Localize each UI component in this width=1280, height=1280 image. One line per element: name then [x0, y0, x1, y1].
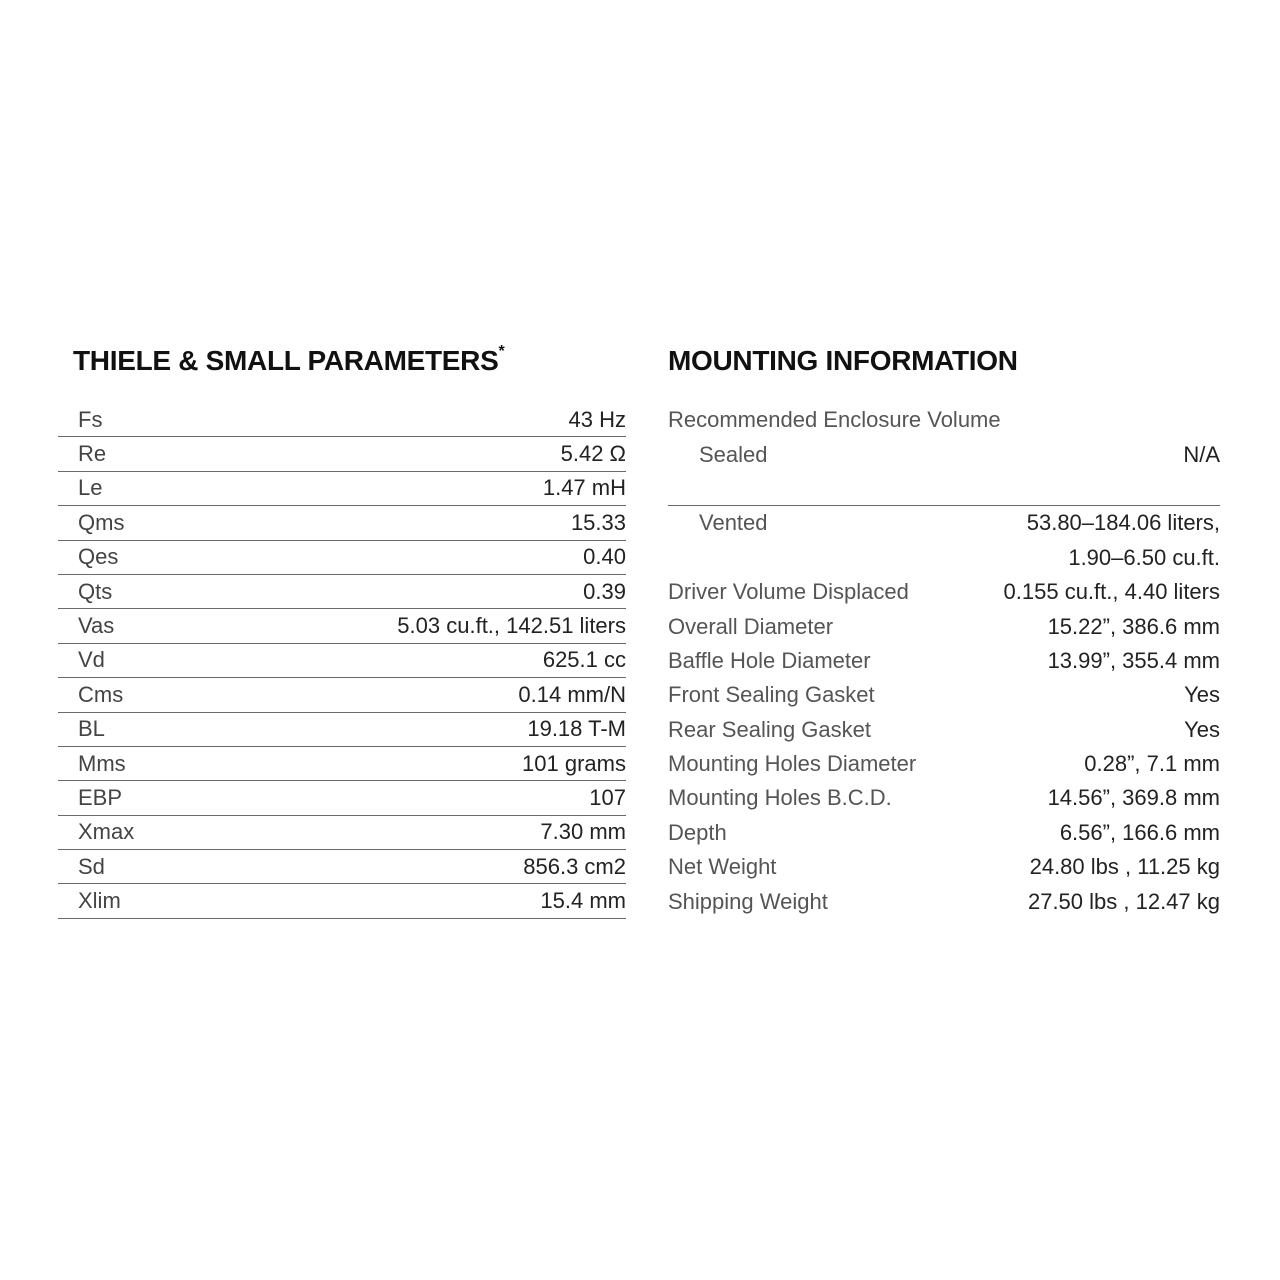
param-label: Vd [78, 647, 105, 673]
param-value: 15.4 mm [540, 888, 626, 914]
table-row [668, 678, 1220, 712]
mount-value: 27.50 lbs , 12.47 kg [1027, 888, 1220, 914]
vented-row-continued [668, 541, 1220, 575]
mount-label: Mounting Holes B.C.D. [668, 785, 892, 811]
param-label: EBP [78, 784, 123, 810]
enclosure-volume-row [668, 403, 1220, 437]
mounting-information-heading: MOUNTING INFORMATION [668, 345, 1018, 376]
table-row [58, 403, 626, 437]
table-row [58, 437, 626, 471]
param-label: Xmax [78, 819, 135, 845]
mount-label: Driver Volume Displaced [668, 579, 909, 605]
mount-value: 13.99”, 355.4 mm [1047, 647, 1220, 673]
mount-label: Net Weight [668, 854, 777, 880]
thiele-small-heading: THIELE & SMALL PARAMETERS* [73, 342, 505, 376]
mount-value: 6.56”, 166.6 mm [1059, 819, 1220, 845]
table-row [58, 781, 626, 815]
table-row [668, 850, 1220, 884]
param-value: 101 grams [522, 750, 626, 776]
table-row [58, 472, 626, 506]
param-label: Sd [78, 853, 105, 879]
mount-label: Front Sealing Gasket [668, 682, 875, 708]
mount-label: Shipping Weight [668, 888, 828, 914]
table-row [58, 884, 626, 918]
param-value: 0.40 [583, 544, 626, 570]
table-row [668, 713, 1220, 747]
table-row [58, 678, 626, 712]
mount-label: Baffle Hole Diameter [668, 647, 871, 673]
mount-label: Rear Sealing Gasket [668, 716, 871, 742]
param-label: Le [78, 475, 103, 501]
param-value: 5.03 cu.ft., 142.51 liters [397, 613, 626, 639]
param-value: 107 [589, 784, 626, 810]
param-label: BL [78, 716, 105, 742]
table-row [668, 816, 1220, 850]
param-value: 0.39 [583, 578, 626, 604]
param-value: 19.18 T-M [527, 716, 626, 742]
table-row [668, 609, 1220, 643]
param-label: Vas [78, 613, 115, 639]
sealed-label: Sealed [699, 441, 768, 467]
mount-value: Yes [1184, 716, 1220, 742]
mount-value: 15.22”, 386.6 mm [1047, 613, 1220, 639]
mount-label: Overall Diameter [668, 613, 834, 639]
table-row [58, 541, 626, 575]
param-value: 1.47 mH [542, 475, 626, 501]
mount-value: 14.56”, 369.8 mm [1047, 785, 1220, 811]
vented-label: Vented [699, 510, 768, 536]
param-label: Qms [78, 509, 125, 535]
vented-value-cuft: 1.90–6.50 cu.ft. [1068, 544, 1220, 570]
param-label: Qts [78, 578, 113, 604]
param-label: Xlim [78, 888, 121, 914]
param-value: 7.30 mm [540, 819, 626, 845]
table-row [58, 747, 626, 781]
sealed-spacer-row [668, 472, 1220, 506]
param-label: Re [78, 441, 107, 467]
table-row [58, 644, 626, 678]
table-row [668, 781, 1220, 815]
thiele-small-table [58, 403, 626, 919]
param-label: Cms [78, 681, 124, 707]
param-label: Mms [78, 750, 126, 776]
table-row [668, 884, 1220, 918]
vented-value-liters: 53.80–184.06 liters, [1026, 510, 1220, 536]
table-row [668, 575, 1220, 609]
param-value: 43 Hz [568, 406, 626, 432]
param-value: 5.42 Ω [560, 441, 626, 467]
table-row [668, 644, 1220, 678]
table-row [58, 816, 626, 850]
param-value: 0.14 mm/N [518, 681, 626, 707]
mount-value: 24.80 lbs , 11.25 kg [1029, 854, 1220, 880]
table-row [668, 747, 1220, 781]
sealed-value: N/A [1183, 441, 1220, 467]
mounting-information-table [668, 403, 1220, 919]
param-value: 856.3 cm2 [523, 853, 626, 879]
table-row [58, 609, 626, 643]
table-row [58, 713, 626, 747]
mount-label: Mounting Holes Diameter [668, 751, 917, 777]
sealed-row [668, 437, 1220, 471]
param-label: Qes [78, 544, 119, 570]
mount-label: Depth [668, 819, 727, 845]
mount-value: Yes [1184, 682, 1220, 708]
footnote-asterisk: * [498, 342, 505, 360]
mount-value: 0.28”, 7.1 mm [1084, 751, 1220, 777]
enclosure-volume-label: Recommended Enclosure Volume [668, 407, 1001, 433]
param-value: 625.1 cc [542, 647, 626, 673]
param-value: 15.33 [570, 509, 626, 535]
mount-value: 0.155 cu.ft., 4.40 liters [1003, 579, 1220, 605]
table-row [58, 850, 626, 884]
param-label: Fs [78, 406, 103, 432]
vented-row [668, 506, 1220, 540]
table-row [58, 575, 626, 609]
table-row [58, 506, 626, 540]
